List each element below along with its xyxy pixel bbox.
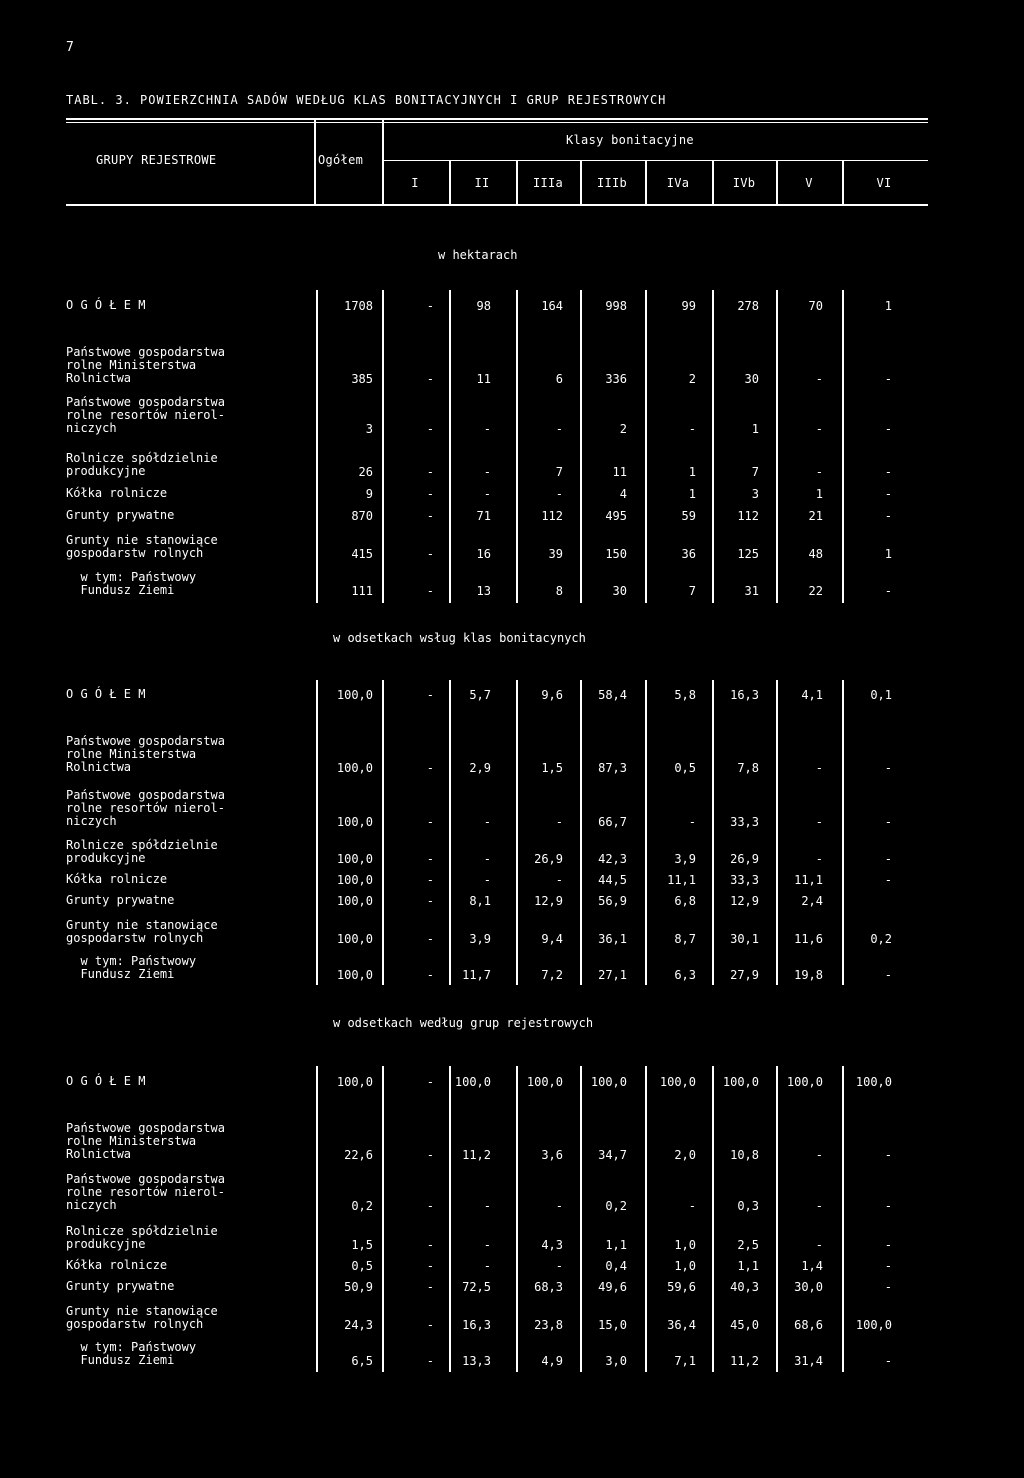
table-cell: 3,0 [605,1354,627,1368]
table-cell: 45,0 [730,1318,759,1332]
table-cell: - [884,1148,892,1162]
row-label: O G Ó Ł E M [66,298,146,312]
row-label: w tym: Państwowy Fundusz Ziemi [80,1340,197,1367]
table-cell: 26 [358,465,373,479]
table-cell: 4,9 [541,1354,563,1368]
table-cell: 27,9 [730,968,759,982]
table-cell: 1,0 [674,1238,696,1252]
table-cell: 8,1 [469,894,491,908]
table-cell: - [426,688,434,702]
table-cell: 0,3 [737,1199,759,1213]
table-cell: 59 [681,509,696,523]
table-cell: - [483,815,491,829]
table-cell: 100,0 [336,852,373,866]
table-cell: 11,2 [730,1354,759,1368]
class-header-cell: I [411,176,419,190]
table-cell: - [815,422,823,436]
table-cell: 98 [476,299,491,313]
header-divider-groups [314,118,316,206]
table-cell: - [426,852,434,866]
table-cell: 56,9 [598,894,627,908]
table-cell: 68,3 [534,1280,563,1294]
table-cell: - [555,1259,563,1273]
section-title: w hektarach [438,248,518,262]
header-top-rule [66,118,928,120]
row-label: Kółka rolnicze [66,486,168,500]
table-cell: - [688,1199,696,1213]
table-cell: 30 [744,372,759,386]
table-cell: 495 [605,509,627,523]
table-cell: - [483,465,491,479]
table-cell: 0,2 [605,1199,627,1213]
section-title: w odsetkach wsług klas bonitacynych [333,631,586,645]
row-label: Kółka rolnicze [66,872,168,886]
row-label: Grunty prywatne [66,893,175,907]
table-cell: 68,6 [794,1318,823,1332]
table-cell: 336 [605,372,627,386]
row-label: Państwowe gospodarstwa rolne Ministerstwa Rolnictwa [66,345,225,385]
table-cell: - [555,487,563,501]
table-cell: 3 [751,487,759,501]
table-cell: 100,0 [855,1318,892,1332]
table-cell: - [483,1199,491,1213]
table-cell: - [426,584,434,598]
table-cell: 11,2 [462,1148,491,1162]
row-label: Grunty prywatne [66,1279,175,1293]
table-cell: - [426,968,434,982]
table-cell: 21 [808,509,823,523]
table-cell: - [426,487,434,501]
header-top-rule-2 [66,122,928,123]
table-cell: 5,7 [469,688,491,702]
table-cell: 0,2 [870,932,892,946]
table-cell: - [884,487,892,501]
table-cell: 7 [688,584,696,598]
table-cell: 100,0 [336,688,373,702]
table-cell: 100,0 [526,1075,563,1089]
table-cell: - [426,299,434,313]
table-cell: - [884,584,892,598]
table-cell: 36,1 [598,932,627,946]
table-cell: 1 [884,547,892,561]
row-label: Państwowe gospodarstwa rolne Ministerstwa Rolnictwa [66,734,225,774]
table-cell: 11,1 [667,873,696,887]
table-cell: 1,1 [737,1259,759,1273]
table-cell: 100,0 [590,1075,627,1089]
header-total-label: Ogółem [318,153,364,167]
row-label: O G Ó Ł E M [66,687,146,701]
class-header-divider [449,160,451,206]
table-cell: 100,0 [336,761,373,775]
table-cell: 278 [737,299,759,313]
table-cell: - [884,422,892,436]
table-cell: 111 [351,584,373,598]
table-cell: 164 [541,299,563,313]
table-cell: 10,8 [730,1148,759,1162]
table-cell: 1708 [344,299,373,313]
table-cell: 2 [688,372,696,386]
table-cell: 1,5 [541,761,563,775]
table-cell: - [483,422,491,436]
table-cell: 49,6 [598,1280,627,1294]
table-cell: 50,9 [344,1280,373,1294]
table-cell: 870 [351,509,373,523]
table-cell: - [884,1354,892,1368]
table-cell: - [483,1238,491,1252]
table-cell: 6,3 [674,968,696,982]
table-cell: 1,5 [351,1238,373,1252]
table-cell: 33,3 [730,873,759,887]
table-cell: - [426,547,434,561]
table-cell: - [426,1238,434,1252]
table-cell: 16 [476,547,491,561]
table-cell: 30 [612,584,627,598]
table-cell: 125 [737,547,759,561]
table-cell: 100,0 [336,873,373,887]
table-cell: 1 [688,465,696,479]
row-label: Grunty nie stanowiące gospodarstw rolnych [66,533,218,560]
table-cell: 23,8 [534,1318,563,1332]
table-cell: 1 [751,422,759,436]
table-cell: 150 [605,547,627,561]
table-cell: - [426,465,434,479]
table-cell: - [815,852,823,866]
table-cell: - [426,422,434,436]
header-divider-total [382,118,384,206]
table-cell: 7,8 [737,761,759,775]
table-cell: 26,9 [534,852,563,866]
table-cell: 71 [476,509,491,523]
row-label: Państwowe gospodarstwa rolne resortów nierol- niczych [66,395,225,435]
table-cell: 2,0 [674,1148,696,1162]
table-cell: 6,8 [674,894,696,908]
table-cell: - [815,761,823,775]
table-cell: 42,3 [598,852,627,866]
row-label: Grunty prywatne [66,508,175,522]
table-cell: 0,1 [870,688,892,702]
table-cell: - [884,968,892,982]
table-cell: - [688,815,696,829]
table-cell: 1 [884,299,892,313]
table-cell: 100,0 [659,1075,696,1089]
table-cell: - [884,1238,892,1252]
table-cell: 1,1 [605,1238,627,1252]
table-cell: - [815,465,823,479]
table-cell: - [426,1318,434,1332]
table-cell: - [884,815,892,829]
table-cell: 12,9 [534,894,563,908]
table-cell: 33,3 [730,815,759,829]
table-cell: 100,0 [454,1075,491,1089]
table-cell: 59,6 [667,1280,696,1294]
class-header-cell: IVb [732,176,756,190]
table-cell: 30,1 [730,932,759,946]
table-cell: 0,2 [351,1199,373,1213]
table-cell: 36 [681,547,696,561]
table-cell: - [884,761,892,775]
table-cell: - [426,761,434,775]
row-label: Rolnicze spółdzielnie produkcyjne [66,451,218,478]
table-cell: - [426,1199,434,1213]
table-cell: - [815,1238,823,1252]
table-cell: 100,0 [336,894,373,908]
table-cell: 16,3 [730,688,759,702]
table-cell: - [688,422,696,436]
table-cell: 15,0 [598,1318,627,1332]
table-cell: - [426,815,434,829]
table-cell: - [426,1075,434,1089]
table-cell: 7,1 [674,1354,696,1368]
table-cell: - [483,873,491,887]
table-cell: - [426,372,434,386]
table-cell: 22,6 [344,1148,373,1162]
table-cell: - [426,1259,434,1273]
table-cell: 100,0 [336,815,373,829]
table-cell: - [426,1148,434,1162]
table-cell: - [555,1199,563,1213]
row-label: Grunty nie stanowiące gospodarstw rolnych [66,918,218,945]
row-label: O G Ó Ł E M [66,1074,146,1088]
table-cell: - [884,852,892,866]
table-cell: 3,9 [469,932,491,946]
class-header-cell: II [474,176,490,190]
table-cell: - [555,422,563,436]
class-header-cell: IIIa [532,176,564,190]
table-cell: 2,4 [801,894,823,908]
table-cell: - [884,1199,892,1213]
row-label: Państwowe gospodarstwa rolne resortów nierol- niczych [66,1172,225,1212]
table-cell: 13,3 [462,1354,491,1368]
table-cell: 3,6 [541,1148,563,1162]
table-cell: 112 [737,509,759,523]
class-header-cell: IVa [666,176,690,190]
table-cell: - [426,932,434,946]
table-cell: 31,4 [794,1354,823,1368]
class-header-divider [645,160,647,206]
table-cell: 72,5 [462,1280,491,1294]
class-header-divider [776,160,778,206]
table-cell: - [555,873,563,887]
table-cell: - [426,1354,434,1368]
row-label: Rolnicze spółdzielnie produkcyjne [66,1224,218,1251]
section-title: w odsetkach według grup rejestrowych [333,1016,594,1030]
table-cell: 3,9 [674,852,696,866]
header-bottom-rule [66,204,928,206]
table-cell: 24,3 [344,1318,373,1332]
table-cell: 36,4 [667,1318,696,1332]
table-cell: 0,5 [674,761,696,775]
table-cell: 112 [541,509,563,523]
table-cell: 11,1 [794,873,823,887]
table-cell: 100,0 [336,1075,373,1089]
table-cell: 66,7 [598,815,627,829]
row-label: w tym: Państwowy Fundusz Ziemi [80,954,197,981]
row-label: Rolnicze spółdzielnie produkcyjne [66,838,218,865]
table-title: TABL. 3. POWIERZCHNIA SADÓW WEDŁUG KLAS BONITACYJNYCH I GRUP REJESTROWYCH [66,93,667,107]
table-cell: 4,1 [801,688,823,702]
table-cell: 100,0 [722,1075,759,1089]
table-cell: - [815,372,823,386]
table-cell: 30,0 [794,1280,823,1294]
table-cell: 40,3 [730,1280,759,1294]
table-cell: - [426,873,434,887]
table-cell: 998 [605,299,627,313]
table-cell: 6,5 [351,1354,373,1368]
header-groups-label: GRUPY REJESTROWE [96,153,217,167]
table-cell: 19,8 [794,968,823,982]
table-cell: - [815,1199,823,1213]
table-cell: - [555,815,563,829]
table-cell: 34,7 [598,1148,627,1162]
table-cell: 8,7 [674,932,696,946]
table-cell: 11 [476,372,491,386]
table-cell: 1 [815,487,823,501]
table-cell: - [884,1259,892,1273]
row-label: Grunty nie stanowiące gospodarstw rolnych [66,1304,218,1331]
table-cell: 1,0 [674,1259,696,1273]
row-label: Państwowe gospodarstwa rolne resortów nierol- niczych [66,788,225,828]
table-cell: 9,6 [541,688,563,702]
table-cell: 44,5 [598,873,627,887]
table-cell: 16,3 [462,1318,491,1332]
table-cell: 7 [751,465,759,479]
table-cell: 99 [681,299,696,313]
table-cell: 100,0 [786,1075,823,1089]
table-cell: 13 [476,584,491,598]
table-cell: 22 [808,584,823,598]
page-number: 7 [66,40,74,55]
table-cell: 2 [619,422,627,436]
table-cell: 9,4 [541,932,563,946]
class-header-cell: VI [876,176,892,190]
class-header-cell: IIIb [596,176,628,190]
table-cell: - [815,1148,823,1162]
table-cell: 100,0 [336,932,373,946]
table-cell: 5,8 [674,688,696,702]
table-cell: 0,5 [351,1259,373,1273]
table-cell: 11,7 [462,968,491,982]
row-label: w tym: Państwowy Fundusz Ziemi [80,570,197,597]
row-label: Państwowe gospodarstwa rolne Ministerstwa Rolnictwa [66,1121,225,1161]
table-cell: - [426,509,434,523]
table-cell: - [884,873,892,887]
table-cell: 385 [351,372,373,386]
table-cell: 70 [808,299,823,313]
table-cell: 26,9 [730,852,759,866]
table-cell: 31 [744,584,759,598]
table-cell: 58,4 [598,688,627,702]
table-cell: 2,5 [737,1238,759,1252]
table-cell: 11 [612,465,627,479]
table-cell: - [426,894,434,908]
table-cell: 48 [808,547,823,561]
table-cell: 415 [351,547,373,561]
table-cell: - [426,1280,434,1294]
table-cell: 2,9 [469,761,491,775]
table-cell: - [483,852,491,866]
table-cell: 100,0 [855,1075,892,1089]
table-cell: 8 [555,584,563,598]
table-cell: 11,6 [794,932,823,946]
header-classes-label: Klasy bonitacyjne [566,133,694,147]
table-cell: 87,3 [598,761,627,775]
table-cell: 27,1 [598,968,627,982]
table-cell: 3 [365,422,373,436]
table-cell: 1,4 [801,1259,823,1273]
class-header-cell: V [805,176,813,190]
table-cell: 7,2 [541,968,563,982]
table-cell: - [815,815,823,829]
table-cell: 6 [555,372,563,386]
table-cell: - [483,487,491,501]
table-cell: 4,3 [541,1238,563,1252]
table-cell: 4 [619,487,627,501]
table-cell: 100,0 [336,968,373,982]
table-cell: 7 [555,465,563,479]
table-cell: 12,9 [730,894,759,908]
table-cell: - [884,465,892,479]
table-cell: - [884,1280,892,1294]
table-cell: 1 [688,487,696,501]
class-header-divider [842,160,844,206]
table-cell: 0,4 [605,1259,627,1273]
table-cell: - [884,372,892,386]
table-cell: 39 [548,547,563,561]
table-cell: 9 [365,487,373,501]
header-classes-rule [382,160,928,161]
table-cell: - [483,1259,491,1273]
row-label: Kółka rolnicze [66,1258,168,1272]
table-cell: - [884,509,892,523]
